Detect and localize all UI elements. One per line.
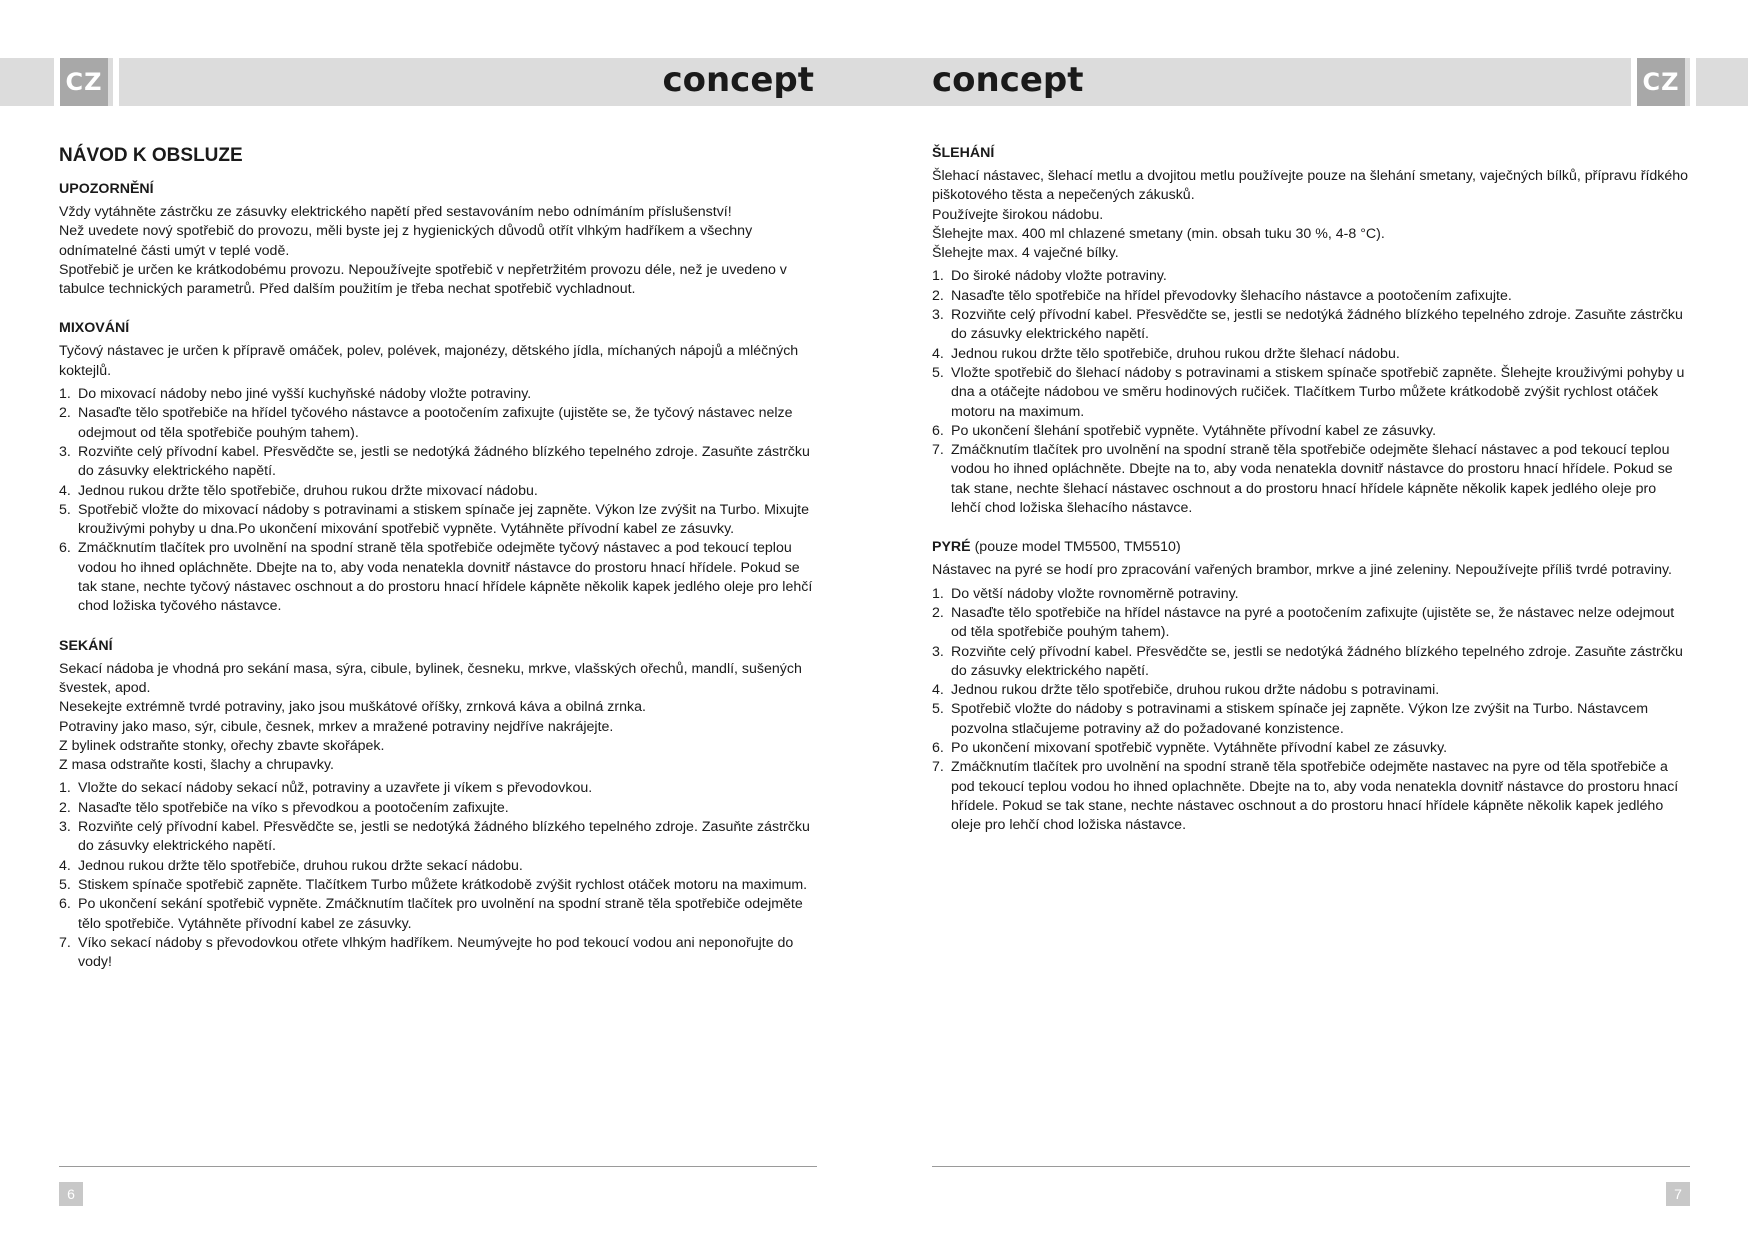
paragraph-group — [59, 660, 817, 776]
footer-divider — [932, 1166, 1690, 1167]
step-number: 6. — [932, 740, 944, 757]
step-number: 3. — [932, 307, 944, 324]
language-badge: CZ — [1637, 58, 1685, 106]
step-text: Víko sekací nádoby s převodovkou otřete vlhkým hadříkem. Neumývejte ho pod tekoucí vodou ani neponořujte do vody! — [78, 934, 794, 971]
step-text: Jednou rukou držte tělo spotřebiče, druhou rukou držte sekací nádobu. — [78, 857, 523, 874]
list-item — [932, 267, 1690, 286]
step-number: 5. — [59, 876, 71, 893]
step-text: Spotřebič vložte do nádoby s potravinami a stiskem spínače jej zapněte. Výkon lze zvýšit na Turbo. Nástavcem pozvolna stlačujeme potraviny až do požadované konzistence. — [951, 701, 1649, 737]
paragraph: Nesekejte extrémně tvrdé potraviny, jako jsou muškátové oříšky, zrnková káva a obilná zrnka. — [59, 699, 646, 716]
step-number: 2. — [59, 405, 71, 422]
list-item — [932, 681, 1690, 700]
step-text: Rozviňte celý přívodní kabel. Přesvědčte se, jestli se nedotýká žádného blízkého tepelného zdroje. Zasuňte zástrčku do zásuvky elektrického napětí. — [951, 643, 1683, 679]
page-number: 6 — [59, 1182, 83, 1206]
list-item — [932, 700, 1690, 739]
step-number: 1. — [59, 386, 71, 403]
list-item — [59, 799, 817, 818]
step-number: 7. — [59, 934, 71, 951]
list-item — [932, 306, 1690, 345]
paragraph: Z masa odstraňte kosti, šlachy a chrupavky. — [59, 757, 334, 774]
steps-list — [59, 779, 817, 972]
step-text: Vložte spotřebič do šlehací nádoby s potravinami a stiskem spínače spotřebič zapněte. Šlehejte krouživými pohyby u dna a otáčejte nádobou ve směru hodinových ručiček. Tlačítkem Turbo můžete krátkodobě zvýšit rychlost otáček motoru na maximum. — [951, 364, 1685, 420]
paragraph: Sekací nádoba je vhodná pro sekání masa, sýra, cibule, bylinek, česneku, mrkve, vlašských ořechů, mandlí, sušených švestek, apod. — [59, 660, 802, 696]
paragraph-group — [932, 561, 1690, 580]
paragraph-group — [59, 342, 817, 381]
paragraph: Potraviny jako maso, sýr, cibule, česnek, mrkev a mražené potraviny nejdříve nakrájejte. — [59, 718, 614, 735]
step-number: 7. — [932, 759, 944, 776]
step-text: Do široké nádoby vložte potraviny. — [951, 268, 1167, 285]
step-text: Jednou rukou držte tělo spotřebiče, druhou rukou držte nádobu s potravinami. — [951, 682, 1440, 699]
brand-logo: concept — [662, 60, 814, 100]
section-heading: UPOZORNĚNÍ — [59, 181, 154, 197]
footer-divider — [59, 1166, 817, 1167]
list-item — [59, 876, 817, 895]
step-number: 6. — [59, 540, 71, 557]
paragraph: Šlehejte max. 4 vaječné bílky. — [932, 245, 1119, 262]
steps-list — [932, 585, 1690, 836]
step-number: 4. — [932, 682, 944, 699]
step-number: 4. — [932, 345, 944, 362]
list-item — [59, 404, 817, 443]
list-item — [932, 287, 1690, 306]
section-puree — [932, 538, 1690, 835]
step-text: Spotřebič vložte do mixovací nádoby s potravinami a stiskem spínače jej zapněte. Výkon lze zvýšit na Turbo. Mixujte krouživými pohyby u dna.Po ukončení mixování spotřebič vypněte. Vytáhněte přívodní kabel ze zásuvky. — [78, 501, 810, 538]
paragraph: Z bylinek odstraňte stonky, ořechy zbavte skořápek. — [59, 737, 385, 754]
step-text: Po ukončení sekání spotřebič vypněte. Zmáčknutím tlačítek pro uvolnění na spodní straně těla spotřebiče odejměte tělo spotřebiče. Vytáhněte přívodní kabel ze zásuvky. — [78, 896, 803, 932]
list-item — [59, 895, 817, 934]
list-item — [932, 441, 1690, 518]
section-heading: SEKÁNÍ — [59, 637, 113, 654]
step-text: Do mixovací nádoby nebo jiné vyšší kuchyňské nádoby vložte potraviny. — [78, 386, 532, 403]
step-number: 5. — [59, 501, 71, 518]
section-chopping — [59, 637, 817, 973]
step-number: 3. — [59, 443, 71, 460]
step-text: Zmáčknutím tlačítek pro uvolnění na spodní straně těla spotřebiče odejměte šlehací nástavec a pod tekoucí teplou vodou ho ihned opláchněte. Dbejte na to, aby voda nenatekla dovnitř nástavce do prostoru hnací hřídele. Pokud se tak stane, nechte šlehací nástavec oschnout a do prostoru hnací hřídele kápněte několik kapek jedlého oleje pro lehčí chod ložiska šlehacího nástavce. — [951, 442, 1673, 517]
paragraph: Tyčový nástavec je určen k přípravě omáček, polev, polévek, majonézy, dětského jídla, míchaných nápojů a mléčných koktejlů. — [59, 343, 799, 379]
list-item — [932, 345, 1690, 364]
step-text: Rozviňte celý přívodní kabel. Přesvědčte se, jestli se nedotýká žádného blízkého tepelného zdroje. Zasuňte zástrčku do zásuvky elektrického napětí. — [78, 819, 810, 855]
step-text: Stiskem spínače spotřebič zapněte. Tlačítkem Turbo můžete krátkodobě zvýšit rychlost otáček motoru na maximum. — [78, 876, 808, 893]
paragraph: Spotřebič je určen ke krátkodobému provozu. Nepoužívejte spotřebič v nepřetržitém provozu déle, než je uvedeno v tabulce technických parametrů. Před dalším použitím je třeba nechat spotřebič vychladnout. — [59, 261, 787, 298]
paragraph: Šlehací nástavec, šlehací metlu a dvojitou metlu používejte pouze na šlehání smetany, vaječných bílků, přípravu řídkého piškotového těsta a nepečených zákusků. — [932, 168, 1689, 204]
list-item — [59, 818, 817, 857]
list-item — [59, 385, 817, 404]
step-text: Po ukončení šlehání spotřebič vypněte. Vytáhněte přívodní kabel ze zásuvky. — [951, 422, 1437, 439]
list-item — [59, 443, 817, 482]
step-text: Vložte do sekací nádoby sekací nůž, potraviny a uzavřete ji víkem s převodovkou. — [78, 780, 593, 797]
step-number: 2. — [59, 799, 71, 816]
step-number: 3. — [932, 643, 944, 660]
section-heading — [932, 538, 1690, 557]
step-number: 1. — [932, 585, 944, 602]
steps-list — [932, 267, 1690, 518]
list-item — [59, 779, 817, 798]
heading-note: (pouze model TM5500, TM5510) — [970, 539, 1181, 556]
section-warning — [59, 180, 817, 299]
paragraph: Používejte širokou nádobu. — [932, 206, 1104, 223]
right-page — [874, 0, 1748, 1240]
left-content — [59, 144, 817, 992]
list-item — [932, 604, 1690, 643]
list-item — [932, 643, 1690, 682]
step-text: Jednou rukou držte tělo spotřebiče, druhou rukou držte šlehací nádobu. — [951, 345, 1400, 362]
list-item — [932, 364, 1690, 422]
paragraph: Než uvedete nový spotřebič do provozu, měli byste jej z hygienických důvodů otřít vlhkým hadříkem a všechny odnímatelné části umýt v teplé vodě. — [59, 223, 753, 259]
list-item — [932, 585, 1690, 604]
step-text: Nasaďte tělo spotřebiče na víko s převodkou a pootočením zafixujte. — [78, 799, 509, 816]
step-text: Rozviňte celý přívodní kabel. Přesvědčte se, jestli se nedotýká žádného blízkého tepelného zdroje. Zasuňte zástrčku do zásuvky elektrického napětí. — [78, 443, 810, 480]
step-text: Jednou rukou držte tělo spotřebiče, druhou rukou držte mixovací nádobu. — [78, 482, 538, 499]
list-item — [932, 739, 1690, 758]
step-text: Do větší nádoby vložte rovnoměrně potraviny. — [951, 585, 1239, 602]
step-text: Zmáčknutím tlačítek pro uvolnění na spodní straně těla spotřebiče odejměte nastavec na pyre od těla spotřebiče a pod tekoucí teplou vodou ho ihned oplachněte. Dbejte na to, aby voda nenatekla dovnitř nástavce do prostoru hnací hřídele. Pokud se tak stane, nechte nástavec oschnout a do prostoru hnací hřídele kápněte několik kapek jedlého oleje pro lehčí chod ložiska nástavce. — [951, 759, 1679, 834]
section-mixing — [59, 319, 817, 616]
step-text: Po ukončení mixovaní spotřebič vypněte. Vytáhněte přívodní kabel ze zásuvky. — [951, 740, 1448, 757]
brand-logo: concept — [932, 60, 1084, 100]
language-badge: CZ — [60, 58, 108, 106]
step-number: 2. — [932, 287, 944, 304]
step-number: 2. — [932, 604, 944, 621]
step-text: Rozviňte celý přívodní kabel. Přesvědčte se, jestli se nedotýká žádného blízkého tepelného zdroje. Zasuňte zástrčku do zásuvky elektrického napětí. — [951, 307, 1683, 343]
step-text: Nasaďte tělo spotřebiče na hřídel tyčového nástavce a pootočením zafixujte (ujistěte se, že tyčový nástavec nelze odejmout od těla spotřebiče pouhým tahem). — [78, 405, 793, 441]
step-text: Zmáčknutím tlačítek pro uvolnění na spodní straně těla spotřebiče odejměte tyčový nástavec a pod tekoucí teplou vodou ho ihned opláchněte. Dbejte na to, aby voda nenatekla dovnitř nástavce do prostoru hnací hřídele. Pokud se tak stane, nechte tyčový nástavec oschnout a do prostoru hnací hřídele kápněte několik kapek jedlého oleje pro lehčí chod ložiska tyčového nástavce. — [78, 540, 813, 615]
heading-text: PYRÉ — [932, 539, 971, 556]
paragraph-group — [59, 203, 817, 299]
paragraph: Vždy vytáhněte zástrčku ze zásuvky elektrického napětí před sestavováním nebo odnímáním příslušenství! — [59, 204, 732, 220]
section-heading: ŠLEHÁNÍ — [932, 145, 995, 161]
steps-list — [59, 385, 817, 617]
step-number: 1. — [932, 268, 944, 285]
paragraph-group — [932, 167, 1690, 263]
list-item — [932, 758, 1690, 835]
step-number: 4. — [59, 482, 71, 499]
right-content — [932, 144, 1690, 856]
step-text: Nasaďte tělo spotřebiče na hřídel převodovky šlehacího nástavce a pootočením zafixujte. — [951, 287, 1512, 304]
step-number: 1. — [59, 780, 71, 797]
list-item — [932, 422, 1690, 441]
page-title: NÁVOD K OBSLUZE — [59, 145, 243, 166]
list-item — [59, 539, 817, 616]
step-number: 3. — [59, 819, 71, 836]
step-number: 5. — [932, 364, 944, 381]
step-number: 4. — [59, 857, 71, 874]
paragraph: Nástavec na pyré se hodí pro zpracování vařených brambor, mrkve a jiné zeleniny. Nepoužívejte příliš tvrdé potraviny. — [932, 562, 1672, 579]
section-heading: MIXOVÁNÍ — [59, 320, 130, 337]
step-number: 6. — [59, 896, 71, 913]
step-number: 7. — [932, 442, 944, 459]
paragraph: Šlehejte max. 400 ml chlazené smetany (min. obsah tuku 30 %, 4-8 °C). — [932, 225, 1385, 242]
list-item — [59, 857, 817, 876]
step-text: Nasaďte tělo spotřebiče na hřídel nástavce na pyré a pootočením zafixujte (ujistěte se, že nástavec nelze odejmout od těla spotřebiče pouhým tahem). — [951, 604, 1675, 641]
step-number: 6. — [932, 422, 944, 439]
page-number: 7 — [1666, 1182, 1690, 1206]
section-whisking — [932, 144, 1690, 518]
list-item — [59, 934, 817, 973]
list-item — [59, 482, 817, 501]
list-item — [59, 501, 817, 540]
step-number: 5. — [932, 701, 944, 718]
